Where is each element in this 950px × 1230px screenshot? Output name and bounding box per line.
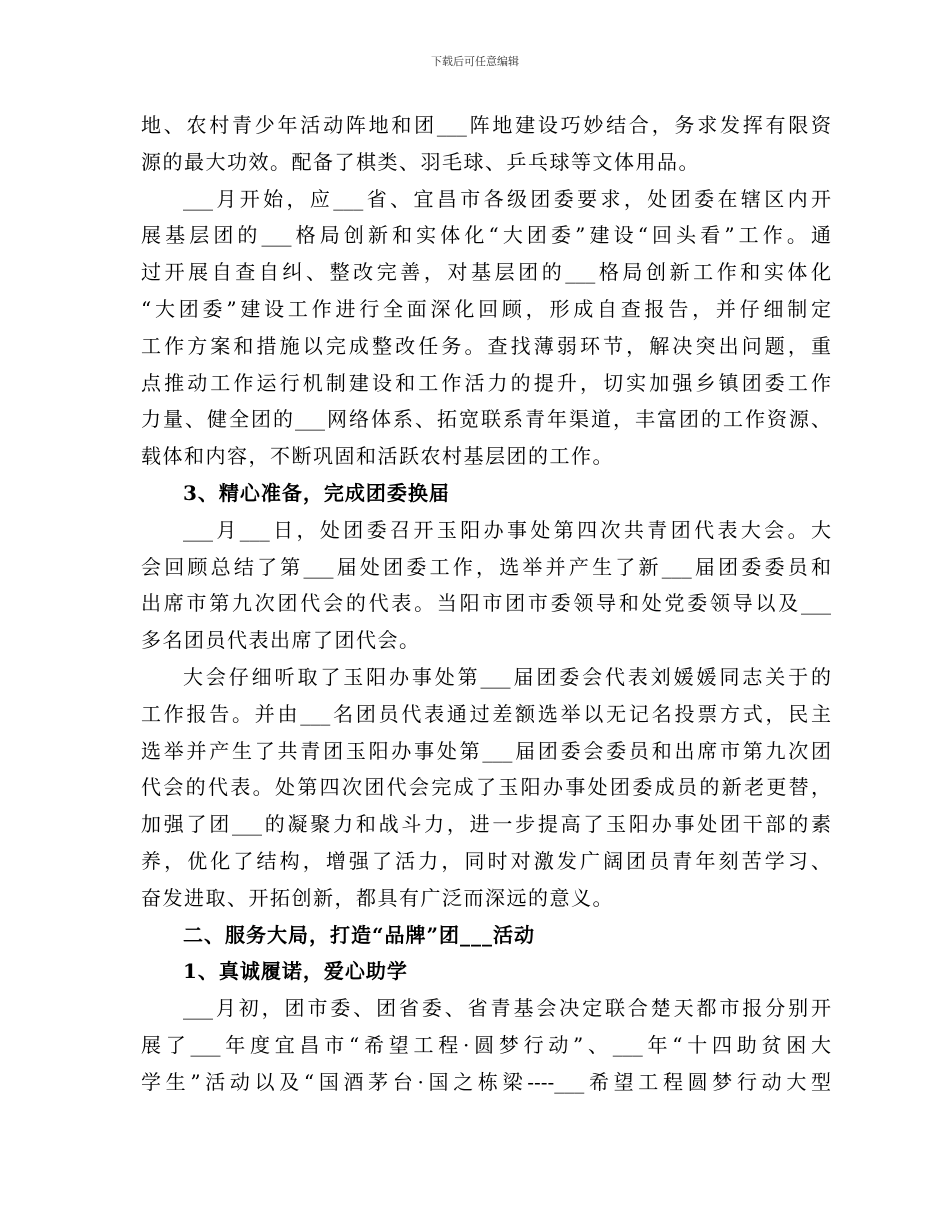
- body-line: 源的最大功效。配备了棋类、羽毛球、乒乓球等文体用品。: [141, 149, 700, 174]
- body-line: 点推动工作运行机制建设和工作活力的提升，切实加强乡镇团委工作: [141, 370, 831, 395]
- body-line: 过开展自查自纠、整改完善，对基层团的___格局创新工作和实体化: [141, 260, 831, 285]
- body-line: 加强了团___的凝聚力和战斗力，进一步提高了玉阳办事处团干部的素: [141, 812, 831, 837]
- body-line: 大会仔细听取了玉阳办事处第___届团委会代表刘媛媛同志关于的: [183, 664, 831, 689]
- body-line: 地、农村青少年活动阵地和团___阵地建设巧妙结合，务求发挥有限资: [141, 113, 831, 137]
- section-heading: 二、服务大局，打造“品牌”团___活动: [183, 922, 536, 947]
- body-line: ___月初，团市委、团省委、省青基会决定联合楚天都市报分别开: [183, 996, 831, 1021]
- body-line: 出席市第九次团代会的代表。当阳市团市委领导和处党委领导以及___: [141, 591, 831, 616]
- body-line: 选举并产生了共青团玉阳办事处第___届团委会委员和出席市第九次团: [141, 738, 831, 763]
- body-line: 学生”活动以及“国酒茅台·国之栋梁----___希望工程圆梦行动大型: [141, 1069, 831, 1094]
- section-heading: 1、真诚履诺，爱心助学: [183, 959, 408, 984]
- section-heading: 3、精心准备，完成团委换届: [183, 480, 450, 505]
- body-line: 奋发进取、开拓创新，都具有广泛而深远的意义。: [141, 885, 614, 910]
- body-line: 多名团员代表出席了团代会。: [141, 628, 421, 653]
- body-line: 展了___年度宜昌市“希望工程·圆梦行动”、___年“十四助贫困大: [141, 1032, 831, 1057]
- body-line: 工作报告。并由___名团员代表通过差额选举以无记名投票方式，民主: [141, 701, 831, 726]
- body-line: 展基层团的___格局创新和实体化“大团委”建设“回头看”工作。通: [141, 223, 831, 248]
- body-line: 养，优化了结构，增强了活力，同时对激发广阔团员青年刻苦学习、: [141, 848, 831, 873]
- page-header: 下载后可任意编辑: [431, 55, 519, 68]
- body-line: ___月___日，处团委召开玉阳办事处第四次共青团代表大会。大: [183, 517, 831, 542]
- body-line: 工作方案和措施以完成整改任务。查找薄弱环节，解决突出问题，重: [141, 333, 831, 358]
- body-line: 力量、健全团的___网络体系、拓宽联系青年渠道，丰富团的工作资源、: [141, 407, 831, 432]
- body-line: 载体和内容，不断巩固和活跃农村基层团的工作。: [141, 444, 614, 469]
- document-body: [141, 107, 831, 1101]
- body-line: “大团委”建设工作进行全面深化回顾，形成自查报告，并仔细制定: [141, 296, 831, 321]
- body-line: 代会的代表。处第四次团代会完成了玉阳办事处团委成员的新老更替，: [141, 775, 831, 800]
- body-line: ___月开始，应___省、宜昌市各级团委要求，处团委在辖区内开: [183, 186, 831, 211]
- body-line: 会回顾总结了第___届处团委工作，选举并产生了新___届团委委员和: [141, 554, 831, 579]
